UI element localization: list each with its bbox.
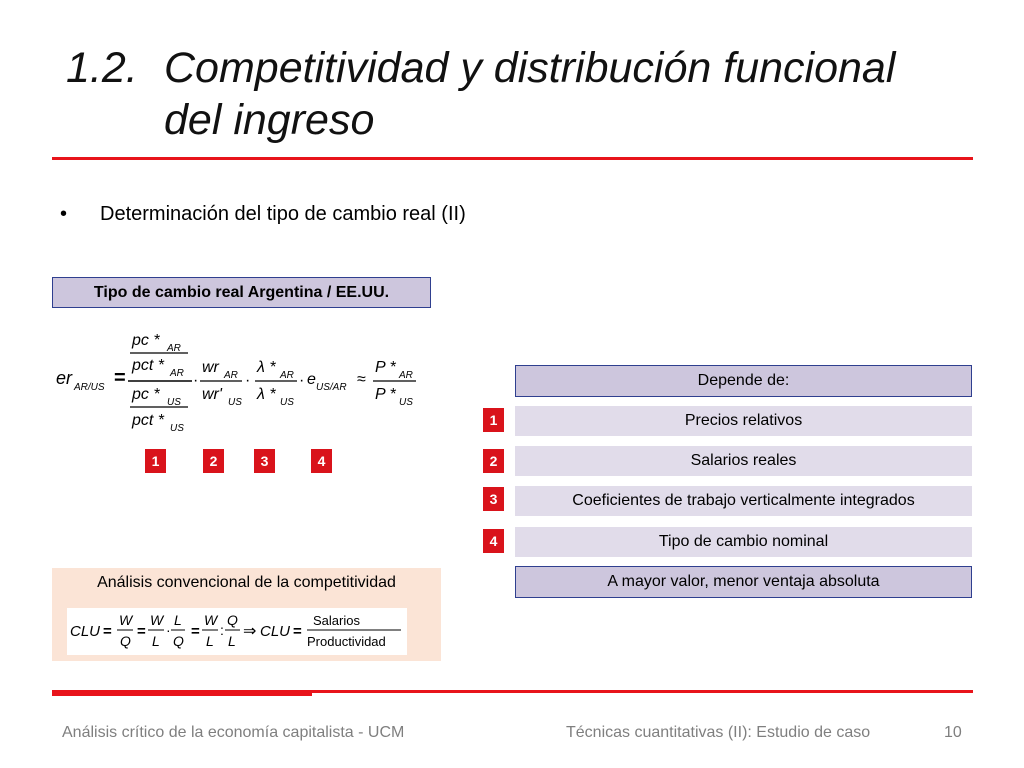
- title-line-2: del ingreso: [164, 96, 375, 144]
- formula-svg: [52, 325, 472, 440]
- frac1-bot-top: pc *: [132, 386, 160, 403]
- marker-3: 3: [254, 449, 275, 473]
- conventional-analysis-box: [52, 568, 441, 661]
- clu-productividad: Productividad: [307, 634, 386, 649]
- real-exchange-rate-formula: [52, 325, 472, 440]
- bullet-text: Determinación del tipo de cambio real (II): [100, 203, 466, 225]
- frac4-bot-sub: US: [399, 397, 413, 408]
- dot-2: ·: [245, 372, 251, 389]
- frac1-bot: pct *: [132, 412, 165, 429]
- frac1-top-sub: AR: [167, 343, 181, 354]
- frac1-bot-sub: US: [170, 423, 184, 434]
- frac2-bot: wr': [202, 386, 222, 403]
- item-marker-4: 4: [483, 529, 504, 553]
- clu-eq-2: =: [137, 623, 146, 640]
- bullet-icon: •: [60, 203, 68, 225]
- clu-f1-top: W: [119, 612, 133, 628]
- frac2-bot-sub: US: [228, 397, 242, 408]
- frac4-bot: P *: [375, 386, 396, 403]
- dot-1: ·: [193, 372, 199, 389]
- depends-on-header: Depende de:: [515, 365, 972, 397]
- formula-approx: ≈: [357, 371, 366, 388]
- formula-e: e: [307, 371, 316, 388]
- conventional-analysis-title: Análisis convencional de la competitividad: [97, 574, 396, 591]
- item-marker-1: 1: [483, 408, 504, 432]
- formula-lhs-sub: AR/US: [74, 382, 105, 393]
- item-marker-3: 3: [483, 487, 504, 511]
- formula-equals: =: [114, 367, 126, 389]
- clu-f4-bot: L: [206, 633, 214, 649]
- frac3-bot: λ *: [257, 386, 276, 403]
- clu-f4-top: W: [204, 612, 218, 628]
- frac3-top-sub: AR: [280, 370, 294, 381]
- frac3-top: λ *: [257, 359, 276, 376]
- frac4-top-sub: AR: [399, 370, 413, 381]
- title-divider: [52, 157, 973, 160]
- clu-f3-bot: Q: [173, 633, 184, 649]
- clu-dot-1: ·: [166, 622, 171, 638]
- frac3-bot-sub: US: [280, 397, 294, 408]
- title-number: 1.2.: [66, 44, 138, 92]
- frac2-top-sub: AR: [224, 370, 238, 381]
- clu-eq-4: =: [293, 623, 302, 640]
- footer-divider-accent: [52, 690, 312, 696]
- frac1-top: pc *: [132, 332, 160, 349]
- item-real-wages: Salarios reales: [515, 446, 972, 476]
- clu-f5-bot: L: [228, 633, 236, 649]
- clu-lhs: CLU: [70, 623, 101, 640]
- formula-e-sub: US/AR: [316, 382, 347, 393]
- frac4-top: P *: [375, 359, 396, 376]
- item-relative-prices: Precios relativos: [515, 406, 972, 436]
- clu-f3-top: L: [174, 612, 182, 628]
- item-labor-coefficients: Coeficientes de trabajo verticalmente integrados: [515, 486, 972, 516]
- clu-f1-bot: Q: [120, 633, 131, 649]
- clu-colon: :: [220, 622, 224, 638]
- clu-arrow: ⇒: [243, 623, 257, 640]
- exchange-rate-box-title: Tipo de cambio real Argentina / EE.UU.: [52, 277, 431, 308]
- dot-3: ·: [299, 372, 305, 389]
- conclusion-box: A mayor valor, menor ventaja absoluta: [515, 566, 972, 598]
- marker-4: 4: [311, 449, 332, 473]
- footer-course: Análisis crítico de la economía capitalista - UCM: [62, 724, 405, 741]
- item-marker-2: 2: [483, 449, 504, 473]
- frac1-bot-top-sub: US: [167, 397, 181, 408]
- clu-f2-top: W: [150, 612, 164, 628]
- item-nominal-exchange-rate: Tipo de cambio nominal: [515, 527, 972, 557]
- footer-page-number: 10: [944, 724, 962, 741]
- clu-formula-svg: [67, 608, 407, 655]
- clu-salarios: Salarios: [313, 613, 360, 628]
- marker-2: 2: [203, 449, 224, 473]
- clu-f5-top: Q: [227, 612, 238, 628]
- clu-rhs: CLU: [260, 623, 291, 640]
- clu-formula: [67, 608, 407, 655]
- title-line-1: Competitividad y distribución funcional: [164, 44, 896, 92]
- marker-1: 1: [145, 449, 166, 473]
- formula-lhs: er: [56, 368, 73, 388]
- footer-topic: Técnicas cuantitativas (II): Estudio de caso: [566, 724, 871, 741]
- clu-f2-bot: L: [152, 633, 160, 649]
- clu-eq-1: =: [103, 623, 112, 640]
- frac2-top: wr: [202, 359, 219, 376]
- clu-eq-3: =: [191, 623, 200, 640]
- frac1-mid: pct *: [132, 357, 165, 374]
- frac1-mid-sub: AR: [170, 368, 184, 379]
